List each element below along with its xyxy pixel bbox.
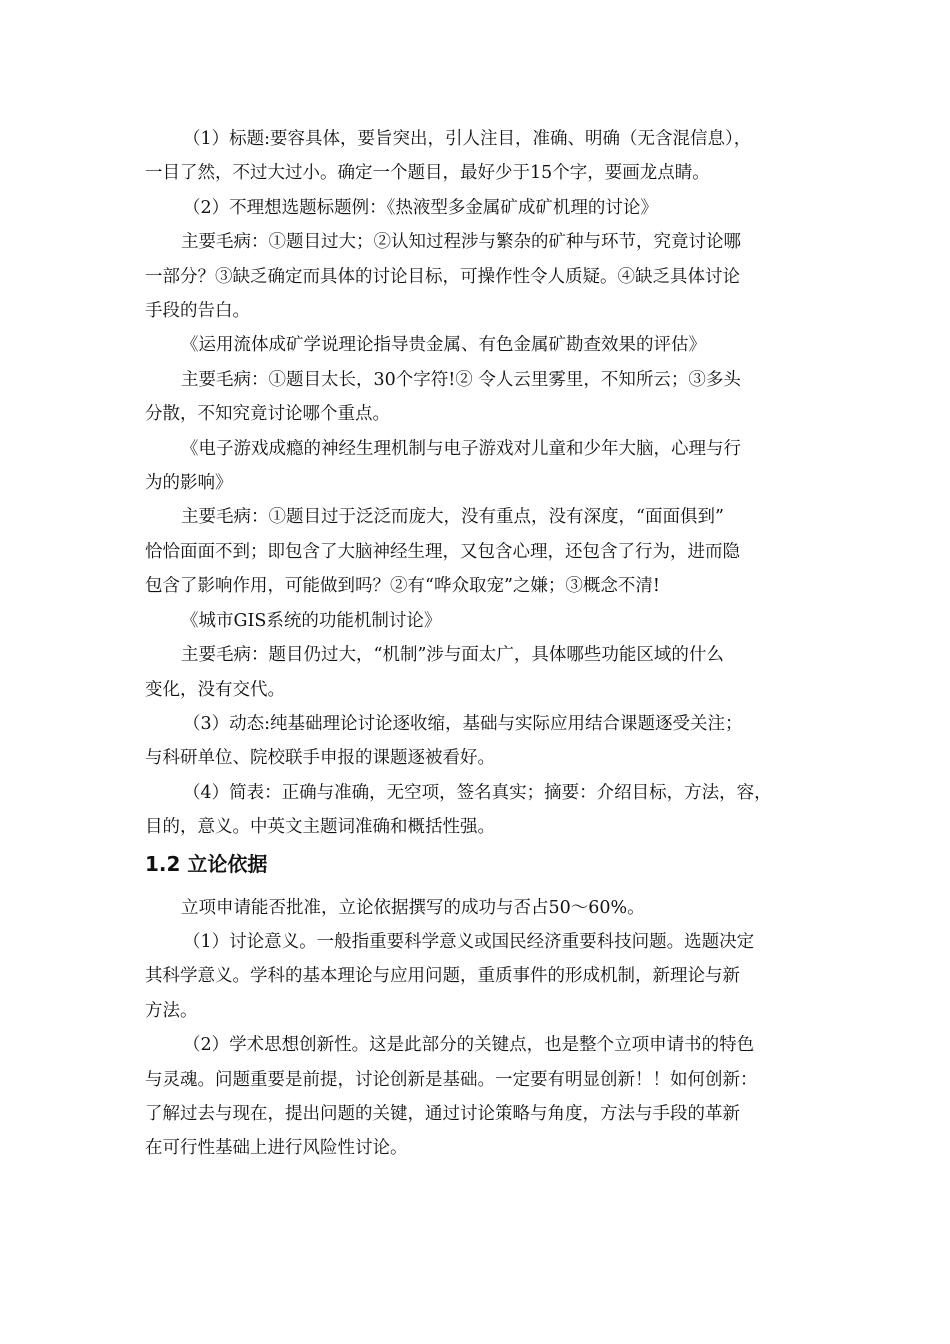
paragraph-line: 主要毛病：①题目过于泛泛而庞大，没有重点，没有深度，“面面俱到”	[181, 507, 724, 528]
paragraph-line: （1）讨论意义。一般指重要科学意义或国民经济重要科技问题。选题决定	[183, 931, 755, 952]
paragraph-line: 《电子游戏成瘾的神经生理机制与电子游戏对儿童和少年大脑，心理与行	[181, 438, 741, 459]
paragraph-line: 变化，没有交代。	[145, 679, 285, 700]
paragraph-line: 一目了然，不过大过小。确定一个题目，最好少于15个字，要画龙点睛。	[145, 163, 710, 184]
document-body	[145, 122, 815, 1166]
paragraph-line: 一部分？③缺乏确定而具体的讨论目标，可操作性令人质疑。④缺乏具体讨论	[145, 266, 740, 287]
paragraph-line: 立项申请能否批准，立论依据撰写的成功与否占50～60%。	[181, 897, 645, 918]
paragraph-line: 与科研单位、院校联手申报的课题逐被看好。	[145, 748, 495, 769]
paragraph-line: 了解过去与现在，提出问题的关键，通过讨论策略与角度，方法与手段的革新	[145, 1103, 740, 1124]
paragraph-line: 在可行性基础上进行风险性讨论。	[145, 1138, 408, 1159]
paragraph-line: 方法。	[145, 1000, 198, 1021]
paragraph-line: 主要毛病：①题目太长，30个字符!② 令人云里雾里，不知所云；③多头	[181, 369, 741, 390]
paragraph-line: 目的，意义。中英文主题词准确和概括性强。	[145, 817, 495, 838]
paragraph-line: （1）标题:要容具体，要旨突出，引人注目，准确、明确（无含混信息），	[183, 129, 752, 149]
paragraph-line: （3）动态:纯基础理论讨论逐收缩，基础与实际应用结合课题逐受关注；	[183, 713, 743, 734]
paragraph-line: 与灵魂。问题重要是前提，讨论创新是基础。一定要有明显创新！！如何创新：	[145, 1069, 758, 1090]
spacer	[145, 883, 815, 891]
paragraph-line: （2）不理想选题标题例：《热液型多金属矿成矿机理的讨论》	[183, 197, 658, 218]
paragraph-line: 《城市GIS系统的功能机制讨论》	[181, 610, 442, 631]
paragraph-line: 分散，不知究竟讨论哪个重点。	[145, 404, 390, 425]
paragraph-line: 其科学意义。学科的基本理论与应用问题，重质事件的形成机制，新理论与新	[145, 966, 740, 987]
paragraph-line: 为的影响》	[145, 473, 233, 494]
paragraph-line: 包含了影响作用，可能做到吗？②有“哗众取宠”之嫌；③概念不清!	[145, 576, 660, 597]
paragraph-line: 主要毛病：题目仍过大，“机制”涉与面太广，具体哪些功能区域的什么	[181, 645, 724, 666]
paragraph-line: 恰恰面面不到；即包含了大脑神经生理，又包含心理，还包含了行为，进而隐	[145, 541, 740, 562]
paragraph-line: 主要毛病：①题目过大；②认知过程涉与繁杂的矿种与环节，究竟讨论哪	[181, 232, 741, 253]
paragraph-line: （2）学术思想创新性。这是此部分的关键点，也是整个立项申请书的特色	[183, 1035, 755, 1056]
paragraph-line: （4）简表：正确与准确，无空项，签名真实；摘要：介绍目标，方法，容，	[183, 782, 772, 803]
paragraph-line: 《运用流体成矿学说理论指导贵金属、有色金属矿勘查效果的评估》	[181, 335, 706, 356]
paragraph-line: 手段的告白。	[145, 301, 250, 322]
section-heading: 1.2 立论依据	[145, 851, 268, 876]
